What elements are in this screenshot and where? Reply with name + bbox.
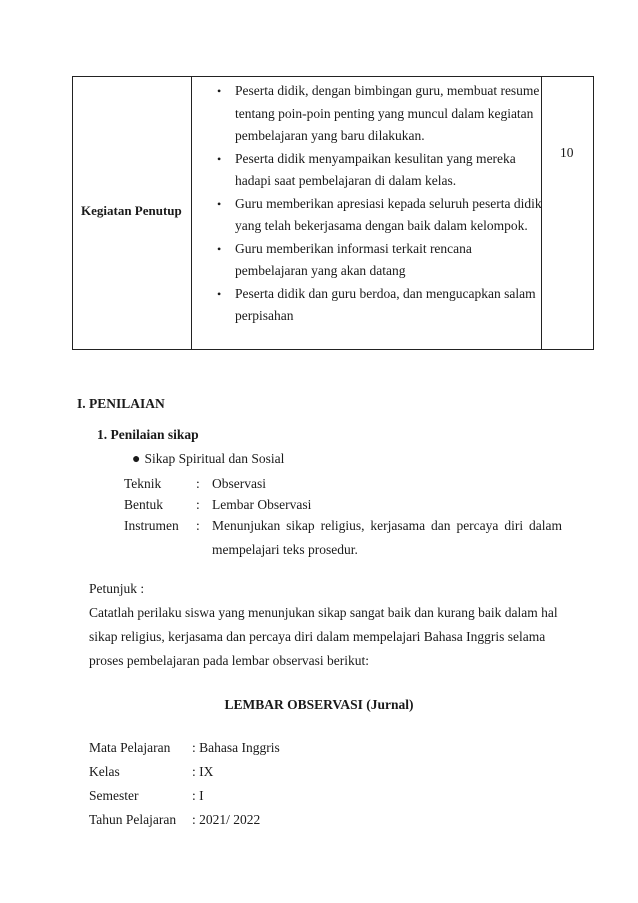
column-divider: [191, 77, 192, 349]
bullet-icon: •: [217, 286, 222, 301]
category-label: Sikap Spiritual dan Sosial: [144, 451, 285, 466]
academic-year-value: : 2021/ 2022: [192, 812, 261, 827]
list-item: [215, 238, 545, 283]
step-line: Guru memberikan informasi terkait rencana: [235, 240, 472, 256]
instructions-label: Petunjuk :: [89, 581, 145, 596]
activity-duration: 10: [560, 145, 574, 160]
bullet-icon: ●: [132, 452, 141, 467]
step-line: Peserta didik dan guru berdoa, dan mengucapkan salam: [235, 285, 536, 301]
activity-name: Kegiatan Penutup: [81, 203, 182, 218]
form-label: Bentuk: [124, 497, 163, 512]
step-line: hadapi saat pembelajaran di dalam kelas.: [235, 173, 457, 188]
subject-value: : Bahasa Inggris: [192, 740, 280, 755]
list-item: [215, 148, 545, 193]
instructions-line: Catatlah perilaku siswa yang menunjukan sikap sangat baik dan kurang baik dalam hal: [89, 605, 558, 620]
technique-value: Observasi: [212, 476, 266, 491]
class-value: : IX: [192, 764, 214, 779]
assessment-category: [132, 451, 284, 468]
step-line: perpisahan: [235, 308, 294, 323]
observation-sheet-title: LEMBAR OBSERVASI (Jurnal): [224, 697, 414, 712]
step-line: pembelajaran yang akan datang: [235, 263, 406, 278]
step-line: pembelajaran yang baru dilakukan.: [235, 128, 425, 143]
semester-value: : I: [192, 788, 204, 803]
instructions-line: sikap religius, kerjasama dan percaya diri dalam mempelajari Bahasa Inggris selama: [89, 629, 546, 644]
subject-label: Mata Pelajaran: [89, 740, 171, 755]
academic-year-label: Tahun Pelajaran: [89, 812, 177, 827]
activity-steps-list: [215, 80, 545, 328]
colon: :: [196, 518, 200, 533]
colon: :: [196, 476, 200, 491]
step-line: Peserta didik menyampaikan kesulitan yang mereka: [235, 150, 516, 166]
step-line: yang telah bekerjasama dengan baik dalam kelompok.: [235, 218, 528, 233]
instructions-line: proses pembelajaran pada lembar observasi berikut:: [89, 653, 370, 668]
bullet-icon: •: [217, 241, 222, 256]
bullet-icon: •: [217, 196, 222, 211]
instrument-label: Instrumen: [124, 518, 179, 533]
instrument-value: Menunjukan sikap religius, kerjasama dan percaya diri dalam: [212, 518, 562, 533]
class-label: Kelas: [89, 764, 120, 779]
bullet-icon: •: [217, 84, 222, 98]
technique-label: Teknik: [124, 476, 162, 491]
semester-label: Semester: [89, 788, 139, 803]
step-line: Peserta didik, dengan bimbingan guru, membuat resume: [235, 83, 540, 98]
list-item: [215, 193, 545, 238]
subsection-title: 1. Penilaian sikap: [97, 427, 199, 442]
closing-activity-table: [72, 76, 594, 350]
instrument-value-continued: mempelajari teks prosedur.: [212, 542, 358, 557]
step-line: Guru memberikan apresiasi kepada seluruh peserta didik: [235, 195, 542, 211]
section-title: I. PENILAIAN: [77, 396, 165, 411]
step-line: tentang poin-poin penting yang muncul dalam kegiatan: [235, 105, 534, 121]
colon: :: [196, 497, 200, 512]
bullet-icon: •: [217, 151, 222, 166]
list-item: [215, 80, 545, 148]
form-value: Lembar Observasi: [212, 497, 312, 512]
list-item: [215, 283, 545, 328]
